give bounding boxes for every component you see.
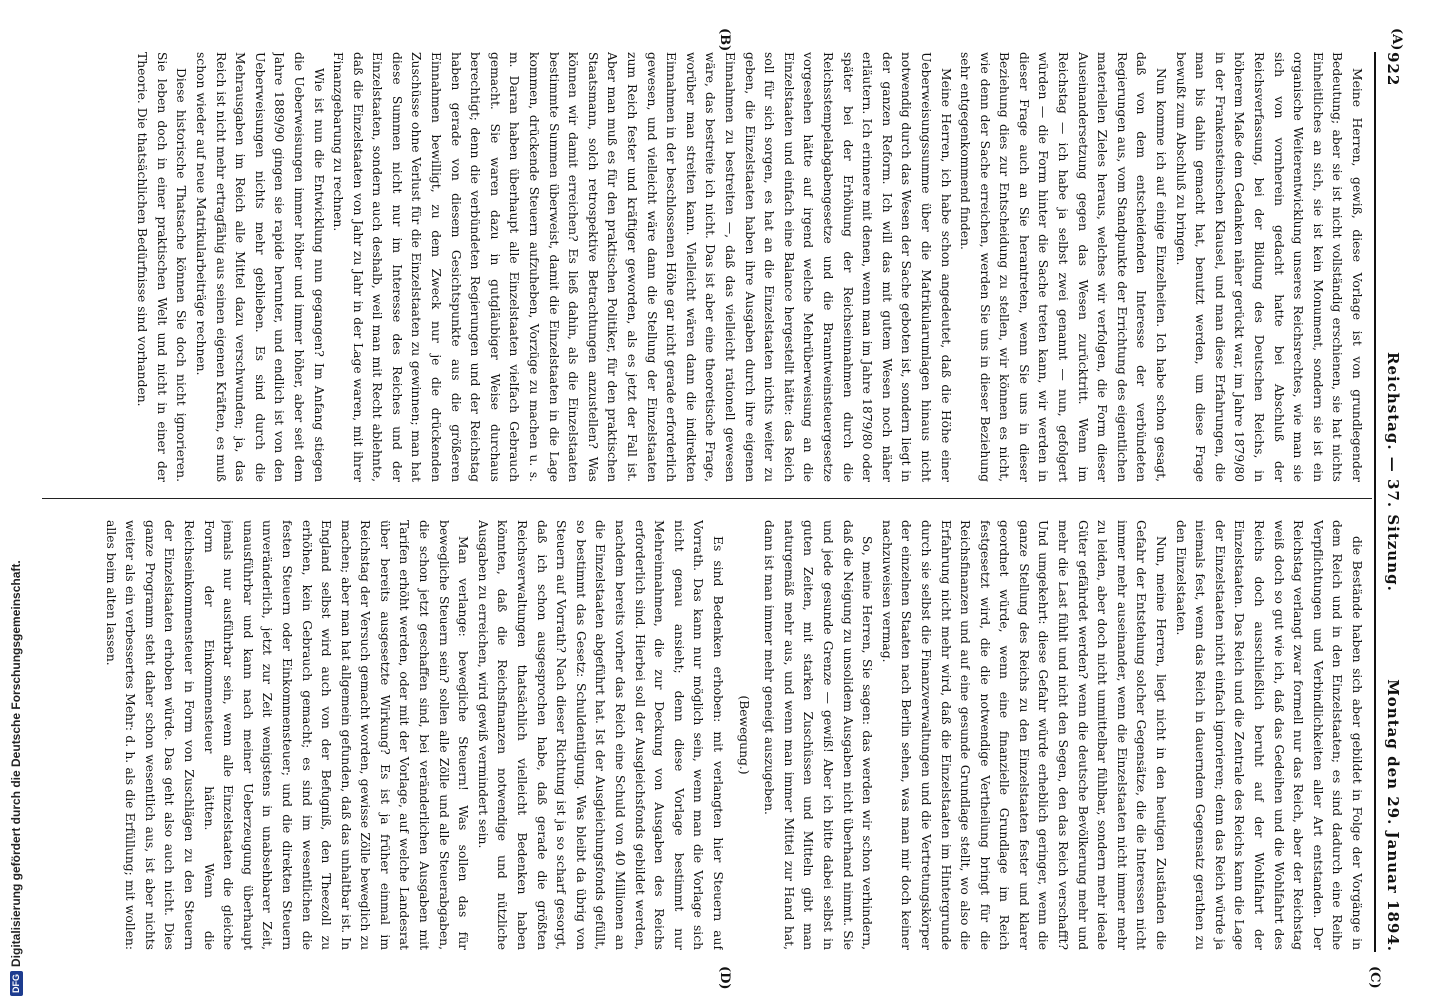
credit-line <box>5 0 27 996</box>
paragraph: Meine Herren, ich habe schon angedeutet, daß die Höhe einer Ueberweisungssumme über die Matrikularumlagen hinaus nicht notwendig durch das Wesen der Sache geboten ist, sondern liegt in der ganzen Reform. Ich will das mit gutem Wesen noch näher erläutern. Ich erinnere mit denen, wenn man im Jahre 1879/80 oder später bei der Erhöhung der Reichseinnahmen durch die Reichsstempelabgabengesetze und die Branntweinsteuergesetze vorgesehen hätte auf irgend welche Mehrüberweisung an die Einzelstaaten und einfach eine Balance hergestellt hätte: das Reich soll für sich sorgen, es hat an die Einzelstaaten nichts weiter zu geben, die Einzelstaaten haben ihre Ausgaben durch ihre eigenen Einnahmen zu bestreiten —, daß das vielleicht rationell gewesen wäre, das bestreite ich nicht. Das ist aber eine theoretische Frage, worüber man streiten kann. Vielleicht wären dann die indirekten Einnahmen in der beschlossenen Höhe gar nicht gerade erforderlich gewesen, und vielleicht wäre dann die Stellung der Einzelstaaten zum Reich fester und kräftiger geworden, als es jetzt der Fall ist. Aber man muß es für den praktischen Politiker, für den praktischen Staatsmann, solch retrospektive Betrachtungen anzustellen? Was können wir damit erreichen? Es ließ dahin, als die Einzelstaaten bestimmte Summen überweist, damit die Einzelstaaten in die Lage kommen, drückende Steuern aufzuheben, Vorzüge zu machen u. s. m. Daran haben überhaupt alle Einzelstaaten vielfach Gebrauch gemacht. Sie waren dazu in gutgläubiger Weise durchaus berechtigt; denn die verbündeten Regierungen und der Reichstag haben gerade von diesem Gesichtspunkte aus die größeren Einnahmen bewilligt, zu dem Zweck nur je die drückenden Zuschüsse ohne Verlust für die Einzelstaaten zu gewinnen; man hat diese Summen nicht nur im Interesse des Reiches und der Einzelstaaten, sondern auch deshalb, weil man mit Recht ablehnte, daß die Einzelstaaten von Jahr zu Jahr in der Lage waren, mit ihrer Finanzgebarung zu rechnen. <box>331 52 953 482</box>
paragraph: Wie ist nun die Entwicklung nun gegangen? Im Anfang stiegen die Ueberweisungen immer höher und immer höher, aber seit dem Jahre 1889/90 gingen sie rapide herunter, und endlich ist von den Ueberweisungen nichts mehr geblieben. Es sind durch die Mehrausgaben im Reich alle Mittel dazu verschwunden; ja, das Reich ist nicht mehr ertragfähig aus seinen eigenen Kräften, es muß schon wieder auf neue Matrikularbeiträge rechnen. <box>193 52 326 482</box>
header-rule <box>1374 52 1376 952</box>
right-column <box>26 520 1366 950</box>
digitization-credit <box>2 0 24 1000</box>
running-title: Reichstag. — 37. Sitzung. <box>1384 352 1402 592</box>
paragraph: Meine Herren, gewiß, diese Vorlage ist von grundlegender Bedeutung; aber sie ist nicht vollständig erschienen, sie hat nichts Einheitliches an sich, sie ist kein Monument, sondern sie ist ein organische Weiterentwicklung unseres Reichsrechtes, wie man sie sich von vornherein gedacht hatte bei Abschluß der Reichsverfassung, bei der Bildung des Deutschen Reichs, in höherem Maße dem Gedanken näher gerückt war, im Jahre 1879/80 in der Frankensteinschen Klausel, und man diese Erfahrungen, die man bis dahin gemacht hat, benutzt werden, um diese Frage bewußt zum Abschluß zu bringen. <box>1173 52 1364 482</box>
column-divider <box>42 498 1372 499</box>
paragraph: die Bestände haben sich aber gebildet in Folge der Vorgänge in dem Reich und in den Einzelstaaten; es sind dadurch eine Reihe Verpflichtungen und Verbindlichkeiten aller Art entstanden. Der Reichstag verlangt zwar formell nur das Reich, aber der Reichstag weiß doch so gut wie ich, daß das Gedeihen und die Wohlfahrt des Reichs doch ausschließlich beruht auf der Wohlfahrt der Einzelstaaten. Das Reich und die Zentrale des Reichs kann die Lage der Einzelstaaten nicht einfach ignorieren; denn das Reich würde ja niemals fest, wenn das Reich in dauerndem Gegensatz gerathen zu den Einzelstaaten. <box>1173 520 1364 950</box>
page-number: 922 <box>1384 52 1402 87</box>
margin-marker-b: (B) <box>717 28 732 52</box>
session-date: Montag den 29. Januar 1894. <box>1384 679 1402 952</box>
stage-direction: (Bewegung.) <box>736 695 751 775</box>
credit-text: Digitalisierung gefördert durch die Deutsche Forschungsgemeinschaft. <box>9 560 23 967</box>
paragraph: So, meine Herren, Sie sagen: das werden wir schon verhindern, daß die Neigung zu unsolidem Ausgaben nicht überhand nimmt. Sie und jede gesunde Grenze — gewiß! Aber ich bitte dabei selbst in guten Zeiten, mit starken Zuschüssen und Mitteln gibt man naturgemäß mehr aus, und wenn man immer Mittel zur Hand hat, dann ist man immer mehr geneigt auszugeben. <box>762 520 875 950</box>
margin-marker-a: (A) <box>1389 28 1404 51</box>
page-header <box>1380 52 1402 952</box>
margin-marker-c: (C) <box>1367 966 1382 989</box>
paragraph: Nun, meine Herren, liegt nicht in den heutigen Zuständen die Gefahr der Entstehung solcher Gegensätze, die die Interessen nicht immer mehr auseinander, wenn die Einzelstaaten nicht immer mehr zu leiden, aber doch nicht unmittelbar fühlbar, sondern mehr ideale Güter gefährdet werden? wenn die deutsche Bevölkerung mehr und mehr die Last fühlt und nicht den Segen, den das Reich verschafft? Und umgekehrt: diese Gefahr würde erheblich geringer, wenn die ganze Stellung des Reichs zu den Einzelstaaten fester und klarer geordnet würde, wenn eine finanzielle Grundlage im Reich festgesetzt wird, die die notwendige Vertheilung bringt für die Reichsfinanzen und auf eine gesunde Grundlage stellt, wo also die Erfahrung nicht mehr wird, daß die Einzelstaaten im Hintergrunde durch sie selbst die Finanzverwaltungen und die Vertretungskörper der einzelnen Staaten nach Berlin sehen, was man mir doch keiner nachzuweisen vermag. <box>879 520 1169 950</box>
paragraph: Es sind Bedenken erhoben: mit verlangten hier Steuern auf Vorrath. Das kann nur möglich sein, wenn man die Vorlage sich nicht genau ansieht; denn diese Vorlage bestimmt nur Mehreinnahmen, die zur Deckung von Ausgaben des Reichs erforderlich sind. Hierbei soll der Ausgleichsfonds gebildet werden, nachdem bereits vorher das Reich eine Schuld von 40 Millionen an die Einzelstaaten abgeführt hat. Ist der Ausgleichungsfonds gefüllt, so bestimmt das Gesetz: Schuldentilgung. Was bleibt da übrig von Steuern auf Vorrath? Nach dieser Richtung ist ja so scharf gesorgt, daß ich schon ausgesprochen habe, daß gerade die größten Reichsverwaltungen thatsächlich vielleicht Bedenken haben könnten, daß die Reichsfinanzen notwendige und nützliche Ausgaben zu erreichen, wird gewiß vermindert sein. <box>475 520 725 950</box>
paragraph: Diese historische Thatsache können Sie doch nicht ignorieren. Sie leben doch in einer praktischen Welt und nicht in einer der Theorie. Die thatsächlichen Bedürfnisse sind vorhanden. <box>135 52 189 482</box>
dfg-logo: DFG <box>10 971 23 996</box>
paragraph: Nun komme ich auf einige Einzelheiten. Ich habe schon gesagt, daß von dem entscheidenden Interesse der verbündeten Regierungen aus, vom Standpunkte der Errichtung des eigentlichen materiellen Zieles heraus, welches wir verfolgen, die Form dieser Auseinandersetzung gegen das Wesen zurücktritt. Wenn im Reichstag — ich habe ja selbst zwei genannt — nun, gefolgert würden — die Form hinter die Sache treten kann, wir werden in dieser Frage auch an Sie herantreten, wenn Sie uns in dieser Beziehung dies zur Entscheidung zu stellen, wir können es nicht, wie denn der Sache erreichen, werden Sie uns in dieser Beziehung sehr entgegenkommend finden. <box>958 52 1169 482</box>
paragraph: Man verlange: bewegliche Steuern! Was sollen das für bewegliche Steuern sein? sollen alle Zölle und alle Steuerabgaben, die schon jetzt geschaffen sind, bei veränderlichen Ausgaben mit Tarifen erhöht werden, oder mit der Vorlage, auf welche Landesrat über bereits ausgesetzte Wirkung? Es ist ja früher einmal im Reichstag der Versuch gemacht worden, gewisse Zölle beweglich zu machen; aber man hat allgemein gefunden, daß das unhaltbar ist. In England selbst wird auch von der Befugniß, den Theezoll zu erhöhen, kein Gebrauch gemacht; es sind im wesentlichen die festen Steuern oder Einkommensteuer; und die direkten Steuern unveränderlich, jetzt zur Zeit wenigstens in unabsehbarer Zeit, unausführbar und kann nach meiner Ueberzeugung überhaupt jemals nur ausführbar sein, wenn alle Einzelstaaten die gleiche Form der Einkommensteuer hätten. Wenn die Reichseinkommensteuer in Form von Zuschlägen zu den Steuern der Einzelstaaten erhoben würde. Das geht also auch nicht. Dies ganze Programm steht daher schon wesentlich aus, ist aber nichts weiter als ein verbessertes Mehr: d. h. als die Erfüllung; mit wollen: alles beim alten lassen. <box>103 520 471 950</box>
left-column <box>26 52 1366 482</box>
page-content <box>32 0 1432 1000</box>
margin-marker-d: (D) <box>717 966 732 990</box>
